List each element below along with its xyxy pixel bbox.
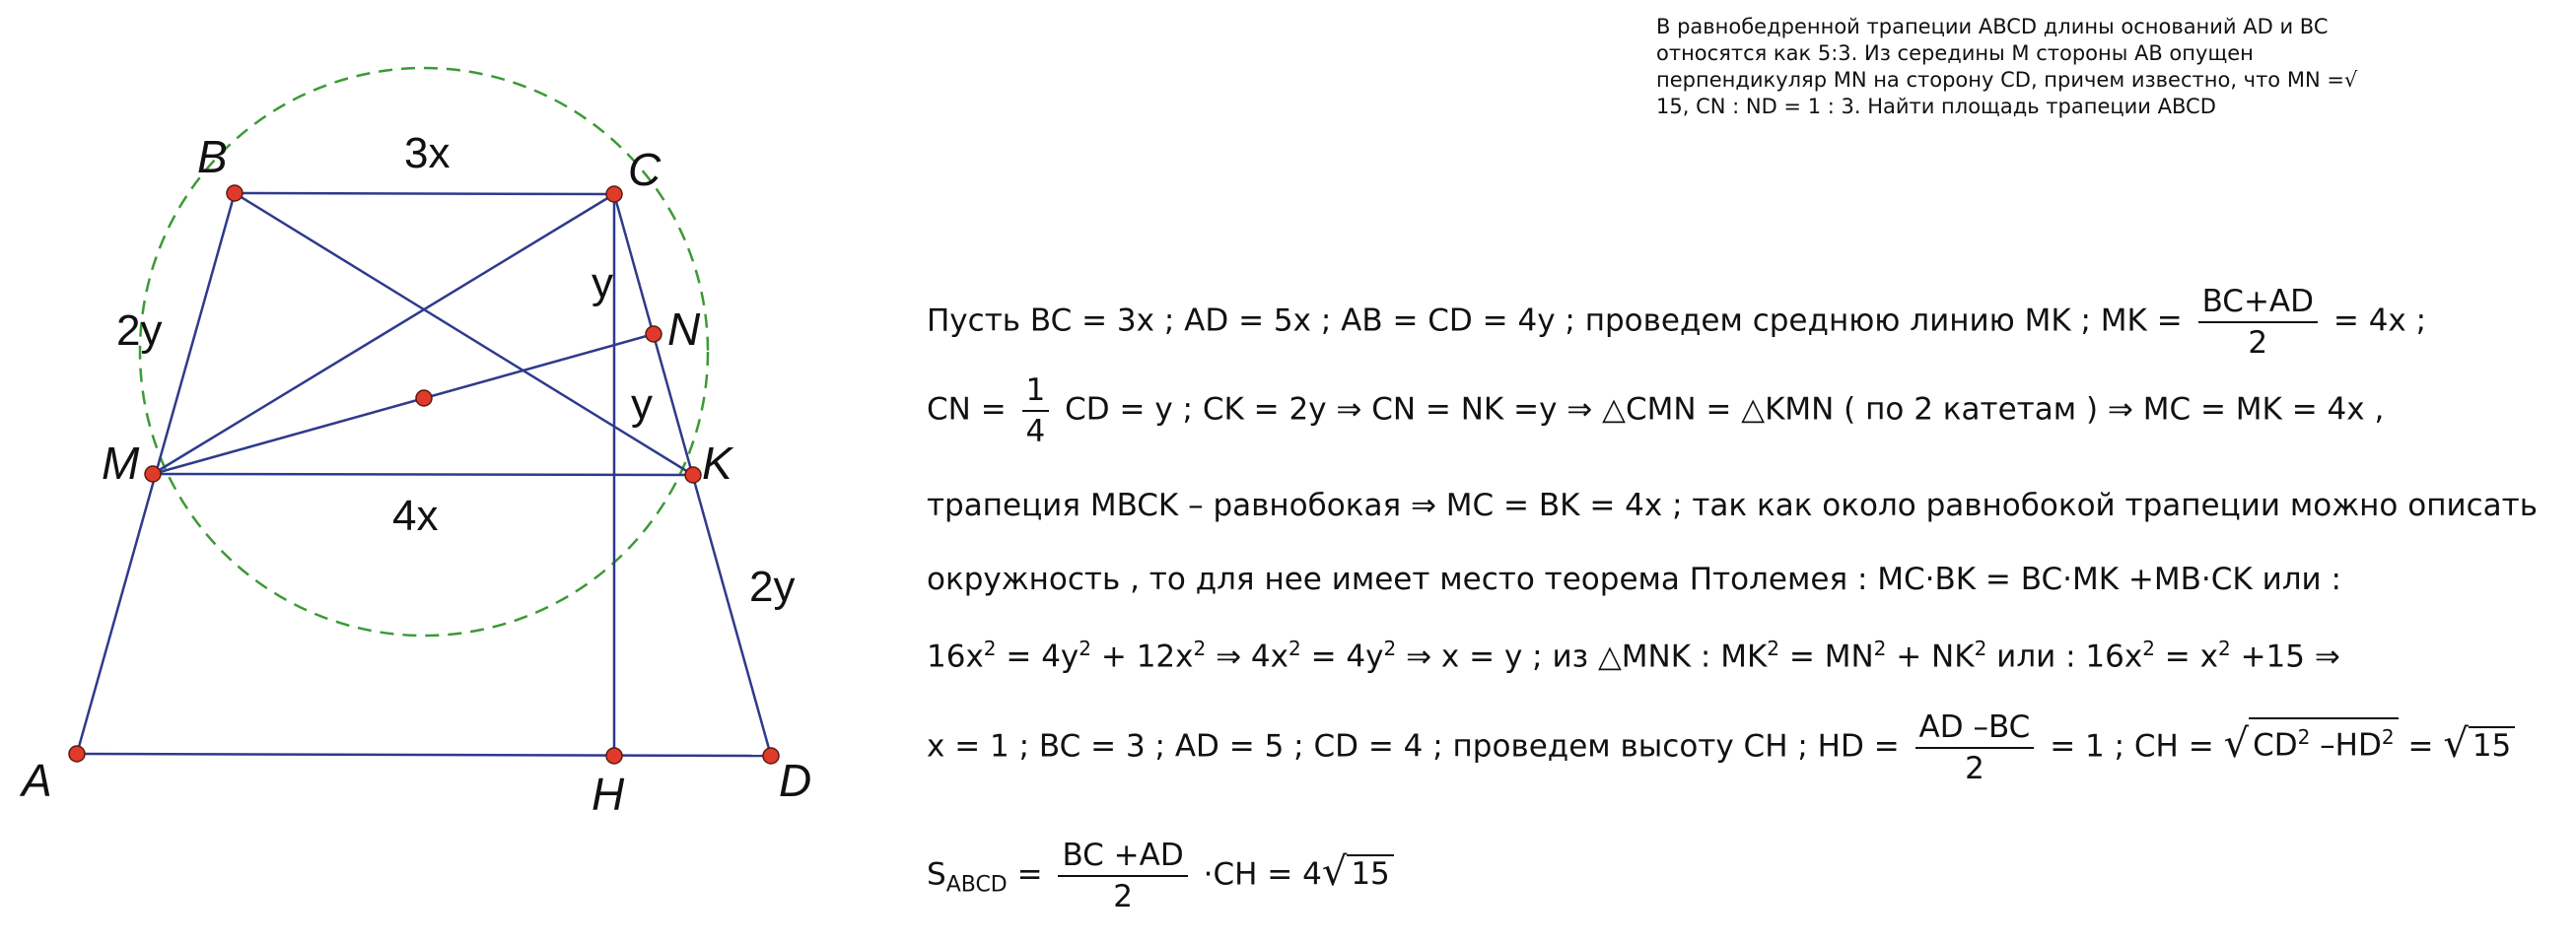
solution-text: окружность , то для нее имеет место теорема Птолемея : MC·BK = BC·MK +MB·CK или : <box>927 562 2341 597</box>
superscript: 2 <box>2381 725 2395 750</box>
solution-text: x = 1 ; BC = 3 ; AD = 5 ; CD = 4 ; проведем высоту CH ; HD = <box>927 728 1900 765</box>
solution-text: = x <box>2154 639 2218 675</box>
radicand: CD <box>2253 727 2298 764</box>
solution-text: ⇒ 4x <box>1206 639 1289 675</box>
segment-ad <box>77 754 771 756</box>
superscript: 2 <box>1974 637 1987 660</box>
label-k: K <box>702 438 732 489</box>
label-h: H <box>592 769 625 820</box>
solution-text: трапеция MBCK – равнобокая ⇒ MC = BK = 4x ; так как около равнобокой трапеции можно описать <box>927 488 2538 523</box>
point-b <box>227 185 243 201</box>
label-cn-length: y <box>592 259 613 307</box>
square-root: √ 15 <box>1322 850 1394 892</box>
fraction <box>2198 284 2318 361</box>
radicand: –HD <box>2310 727 2382 764</box>
solution-line-2 <box>927 372 2384 449</box>
solution-text: 16x <box>927 639 984 675</box>
solution-text: = MN <box>1779 639 1874 675</box>
solution-text: CN = <box>927 391 1007 428</box>
superscript: 2 <box>983 637 997 660</box>
problem-line: В равнобедренной трапеции ABCD длины оснований AD и BC <box>1656 15 2329 38</box>
radicand: 15 <box>1347 854 1393 892</box>
label-d: D <box>779 755 812 806</box>
label-c: C <box>628 144 661 195</box>
label-m: M <box>102 438 140 489</box>
geometry-figure <box>0 0 927 944</box>
solution-text: ·CH = 4 <box>1203 856 1322 893</box>
fraction-numerator: BC +AD <box>1058 838 1187 877</box>
solution-text: = <box>1007 856 1043 893</box>
superscript: 2 <box>1383 637 1397 660</box>
fraction <box>1022 372 1050 449</box>
solution-line-7 <box>927 838 1394 914</box>
area-symbol: S <box>927 856 946 893</box>
solution-text: или : 16x <box>1986 639 2143 675</box>
fraction <box>1058 838 1187 914</box>
solution-text: + 12x <box>1091 639 1194 675</box>
radicand: 15 <box>2469 726 2515 764</box>
square-root: √ 15 <box>2443 722 2515 764</box>
fraction-numerator: 1 <box>1022 372 1050 412</box>
problem-line: перпендикуляр MN на сторону CD, причем известно, что MN =√ <box>1656 68 2358 92</box>
square-root: √ $CD^2$ $-HD^2$ <box>2224 713 2399 763</box>
solution-line-6 <box>927 709 2515 786</box>
subscript: ABCD <box>945 872 1008 898</box>
solution-text: CD = y ; CK = 2y ⇒ CN = NK =y ⇒ △CMN = △KMN ( по 2 катетам ) ⇒ MC = MK = 4x , <box>1065 391 2385 428</box>
solution-text: +15 ⇒ <box>2230 639 2340 675</box>
superscript: 2 <box>1079 637 1092 660</box>
fraction-denominator: 2 <box>1113 879 1133 914</box>
point-a <box>69 746 85 762</box>
label-ab-length: 2y <box>116 306 163 355</box>
point-n <box>646 326 661 342</box>
solution-text: = <box>2398 728 2434 765</box>
solution-text: ⇒ x = y ; из △MNK : MK <box>1396 639 1768 675</box>
solution-line-3 <box>927 488 2538 523</box>
solution-text: = 1 ; CH = <box>2050 728 2214 765</box>
fraction-denominator: 2 <box>2248 325 2268 361</box>
solution-text: + NK <box>1886 639 1975 675</box>
fraction-numerator: BC+AD <box>2198 284 2318 323</box>
label-mk-length: 4x <box>392 492 439 540</box>
label-bc-length: 3x <box>404 129 451 177</box>
superscript: 2 <box>2217 637 2231 660</box>
point-h <box>606 748 622 764</box>
superscript: 2 <box>1288 637 1301 660</box>
superscript: 2 <box>1873 637 1887 660</box>
segment-bc <box>235 193 614 194</box>
label-nk-length: y <box>631 380 653 429</box>
point-m <box>145 466 161 482</box>
label-a: A <box>22 755 52 806</box>
superscript: 2 <box>1193 637 1207 660</box>
fraction-denominator: 2 <box>1965 751 1984 786</box>
point-d <box>763 748 779 764</box>
solution-line-5 <box>927 637 2340 674</box>
point-c <box>606 186 622 202</box>
label-kd-length: 2y <box>749 563 796 611</box>
superscript: 2 <box>2142 637 2155 660</box>
label-b: B <box>197 131 228 182</box>
fraction <box>1915 709 2035 786</box>
fraction-numerator: AD –BC <box>1915 709 2035 749</box>
solution-line-1 <box>927 284 2426 361</box>
point-k <box>685 467 701 483</box>
superscript: 2 <box>2297 725 2311 750</box>
problem-line: 15, CN : ND = 1 : 3. Найти площадь трапеции ABCD <box>1656 95 2216 118</box>
problem-line: относятся как 5:3. Из середины M стороны AB опущен <box>1656 41 2254 65</box>
solution-text: Пусть BC = 3x ; AD = 5x ; AB = CD = 4y ; проведем среднюю линию MK ; MK = <box>927 303 2183 339</box>
solution-text: = 4x ; <box>2332 303 2427 339</box>
solution-text: = 4y <box>996 639 1079 675</box>
superscript: 2 <box>1767 637 1780 660</box>
segment-mk <box>153 474 693 475</box>
fraction-denominator: 4 <box>1025 414 1046 449</box>
solution-text: = 4y <box>1300 639 1384 675</box>
label-n: N <box>667 303 701 355</box>
center-point <box>416 390 432 406</box>
problem-statement <box>1656 14 2425 120</box>
solution-line-4 <box>927 562 2341 597</box>
